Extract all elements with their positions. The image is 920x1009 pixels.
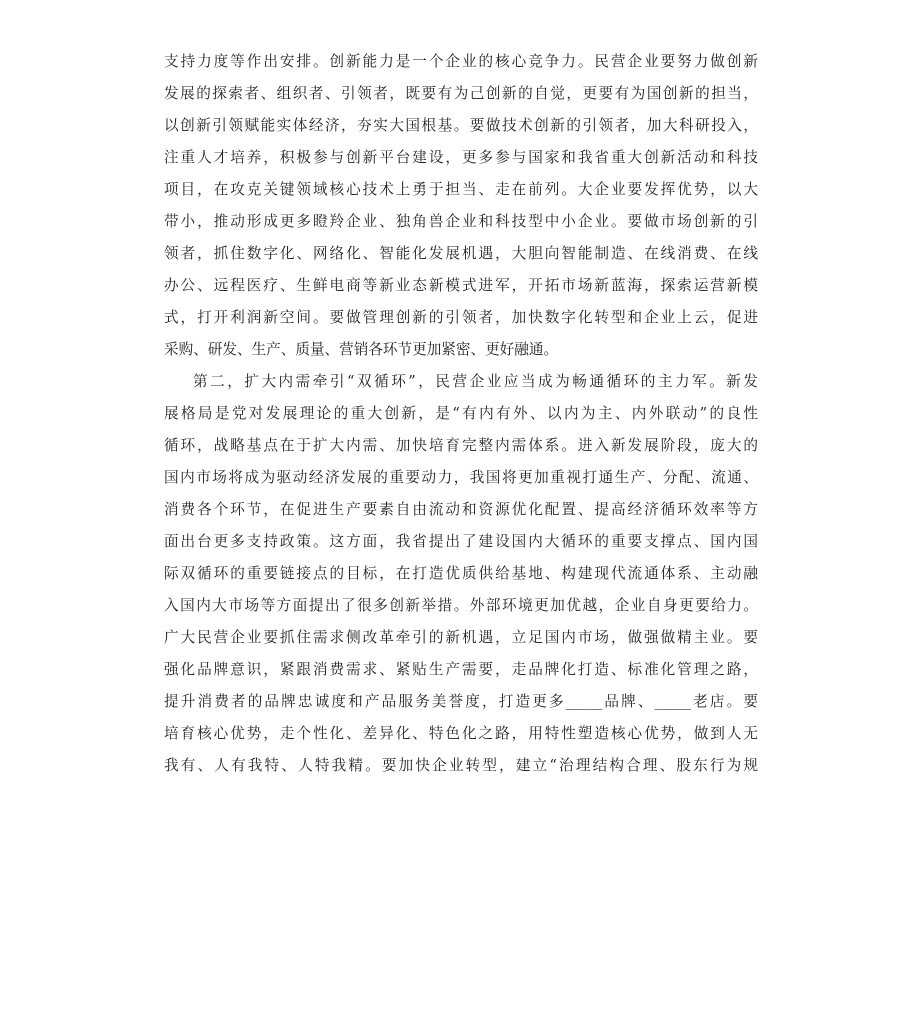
text-line: 我有、人有我特、人特我精。要加快企业转型，建立“治理结构合理、股东行为规 (164, 757, 758, 774)
text-line: 消费各个环节，在促进生产要素自由流动和资源优化配置、提高经济循环效率等方 (164, 501, 758, 518)
text-line: 发展的探索者、组织者、引领者，既要有为己创新的自觉，更要有为国创新的担当， (164, 85, 758, 102)
text-line: 广大民营企业要抓住需求侧改革牵引的新机遇，立足国内市场，做强做精主业。要 (164, 629, 758, 646)
paragraph-start-line: 第二，扩大内需牵引“双循环”，民营企业应当成为畅通循环的主力军。新发 (193, 373, 758, 390)
text-line: 展格局是党对发展理论的重大创新，是“有内有外、以内为主、内外联动”的良性 (164, 405, 758, 422)
text-line: 培育核心优势，走个性化、差异化、特色化之路，用特性塑造核心优势，做到人无 (164, 725, 758, 742)
text-line: 项目，在攻克关键领域核心技术上勇于担当、走在前列。大企业要发挥优势，以大 (164, 181, 758, 198)
text-line: 循环，战略基点在于扩大内需、加快培育完整内需体系。进入新发展阶段，庞大的 (164, 437, 758, 454)
text-line: 以创新引领赋能实体经济，夯实大国根基。要做技术创新的引领者，加大科研投入， (164, 117, 758, 134)
text-line: 提升消费者的品牌忠诚度和产品服务美誉度，打造更多_____品牌、_____老店。要 (164, 693, 758, 710)
text-line: 领者，抓住数字化、网络化、智能化发展机遇，大胆向智能制造、在线消费、在线 (164, 245, 758, 262)
text-line: 带小，推动形成更多瞪羚企业、独角兽企业和科技型中小企业。要做市场创新的引 (164, 213, 758, 230)
text-line: 际双循环的重要链接点的目标，在打造优质供给基地、构建现代流通体系、主动融 (164, 565, 758, 582)
text-line: 强化品牌意识，紧跟消费需求、紧贴生产需要，走品牌化打造、标准化管理之路， (164, 661, 758, 678)
text-line: 入国内大市场等方面提出了很多创新举措。外部环境更加优越，企业自身更要给力。 (164, 597, 758, 614)
text-line: 式，打开利润新空间。要做管理创新的引领者，加快数字化转型和企业上云，促进 (164, 309, 758, 326)
document-body (164, 46, 758, 782)
text-line: 支持力度等作出安排。创新能力是一个企业的核心竞争力。民营企业要努力做创新 (164, 53, 758, 70)
text-line: 注重人才培养，积极参与创新平台建设，更多参与国家和我省重大创新活动和科技 (164, 149, 758, 166)
text-line: 国内市场将成为驱动经济发展的重要动力，我国将更加重视打通生产、分配、流通、 (164, 469, 758, 486)
text-line: 面出台更多支持政策。这方面，我省提出了建设国内大循环的重要支撑点、国内国 (164, 533, 758, 550)
text-line: 采购、研发、生产、质量、营销各环节更加紧密、更好融通。 (164, 341, 559, 358)
text-line: 办公、远程医疗、生鲜电商等新业态新模式进军，开拓市场新蓝海，探索运营新模 (164, 277, 758, 294)
